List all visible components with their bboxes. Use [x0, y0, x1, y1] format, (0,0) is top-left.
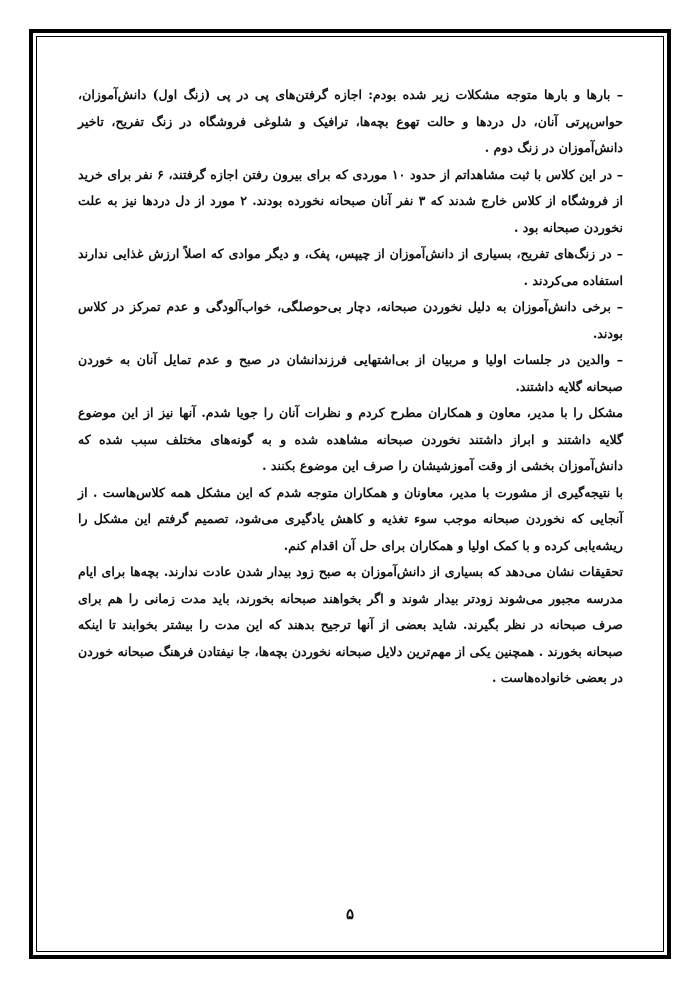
paragraph-decision: با نتیجه‌گیری از مشورت با مدیر، معاونان و همکاران متوجه شدم که این مشکل همه کلاس‌هاست . از آنجایی که نخوردن صبحانه موجب سوء تغذیه و کاهش یادگیری می‌شود، تصمیم گرفتم این مشکل را ریشه‌یابی کرده و با کمک اولیا و همکاران برای حل آن اقدام کنم.: [78, 484, 623, 553]
paragraph-bullet-snacks: – در زنگ‌های تفریح، بسیاری از دانش‌آموزان از چیپس، پفک، و دیگر موادی که اصلاً ارزش غذایی ندارند استفاده می‌کردند .: [78, 246, 623, 288]
paragraph-research: تحقیقات نشان می‌دهد که بسیاری از دانش‌آموزان به صبح زود بیدار شدن عادت ندارند. بچه‌ها برای ایام مدرسه مجبور می‌شوند زودتر بیدار شوند و اگر بخواهند صبحانه بخورند، باید مدت زمانی را هم برای صرف صبحانه در نظر بگیرند. شاید بعضی از آنها ترجیح بدهند که این مدت را بیشتر بخوابند تا اینکه صبحانه بخورند . همچنین یکی از مهم‌ترین دلایل صبحانه نخوردن بچه‌ها، جا نیفتادن فرهنگ صبحانه خوردن در بعضی خانواده‌هاست .: [78, 564, 623, 685]
document-body: [78, 82, 623, 692]
page-number: ۵: [345, 905, 355, 923]
paragraph-bullet-observations: – در این کلاس با ثبت مشاهداتم از حدود ۱۰ موردی که برای بیرون رفتن اجازه گرفتند، ۶ نفر برای خرید از فروشگاه از کلاس خارج شدند که ۳ نفر آنان صبحانه نخورده بودند. ۲ مورد از دل دردها نیز به علت نخوردن صبحانه بود .: [78, 166, 623, 235]
paragraph-bullet-concentration: – برخی دانش‌آموزان به دلیل نخوردن صبحانه، دچار بی‌حوصلگی، خواب‌آلودگی و عدم تمرکز در کلاس بودند.: [78, 299, 623, 341]
paragraph-consultation: مشکل را با مدیر، معاون و همکاران مطرح کردم و نظرات آنان را جویا شدم. آنها نیز از این موضوع گلایه داشتند و ابراز داشتند نخوردن صبحانه مشاهده شده و به گونه‌های مختلف سبب شده که دانش‌آموزان بخشی از وقت آموزشیشان را صرف این موضوع بکنند .: [78, 405, 623, 473]
paragraph-bullet-parents: – والدین در جلسات اولیا و مربیان از بی‌اشتهایی فرزندانشان در صبح و عدم تمایل آنان به خوردن صبحانه گلایه داشتند.: [78, 352, 623, 394]
paragraph-bullet-problems: – بارها و بارها متوجه مشکلات زیر شده بودم: اجازه گرفتن‌های پی در پی (زنگ اول) دانش‌آموزان، حواس‌پرتی آنان، دل دردها و حالت تهوع بچه‌ها، ترافیک و شلوغی فروشگاه در زنگ تفریح، تاخیر دانش‌آموزان در زنگ دوم .: [78, 87, 623, 155]
